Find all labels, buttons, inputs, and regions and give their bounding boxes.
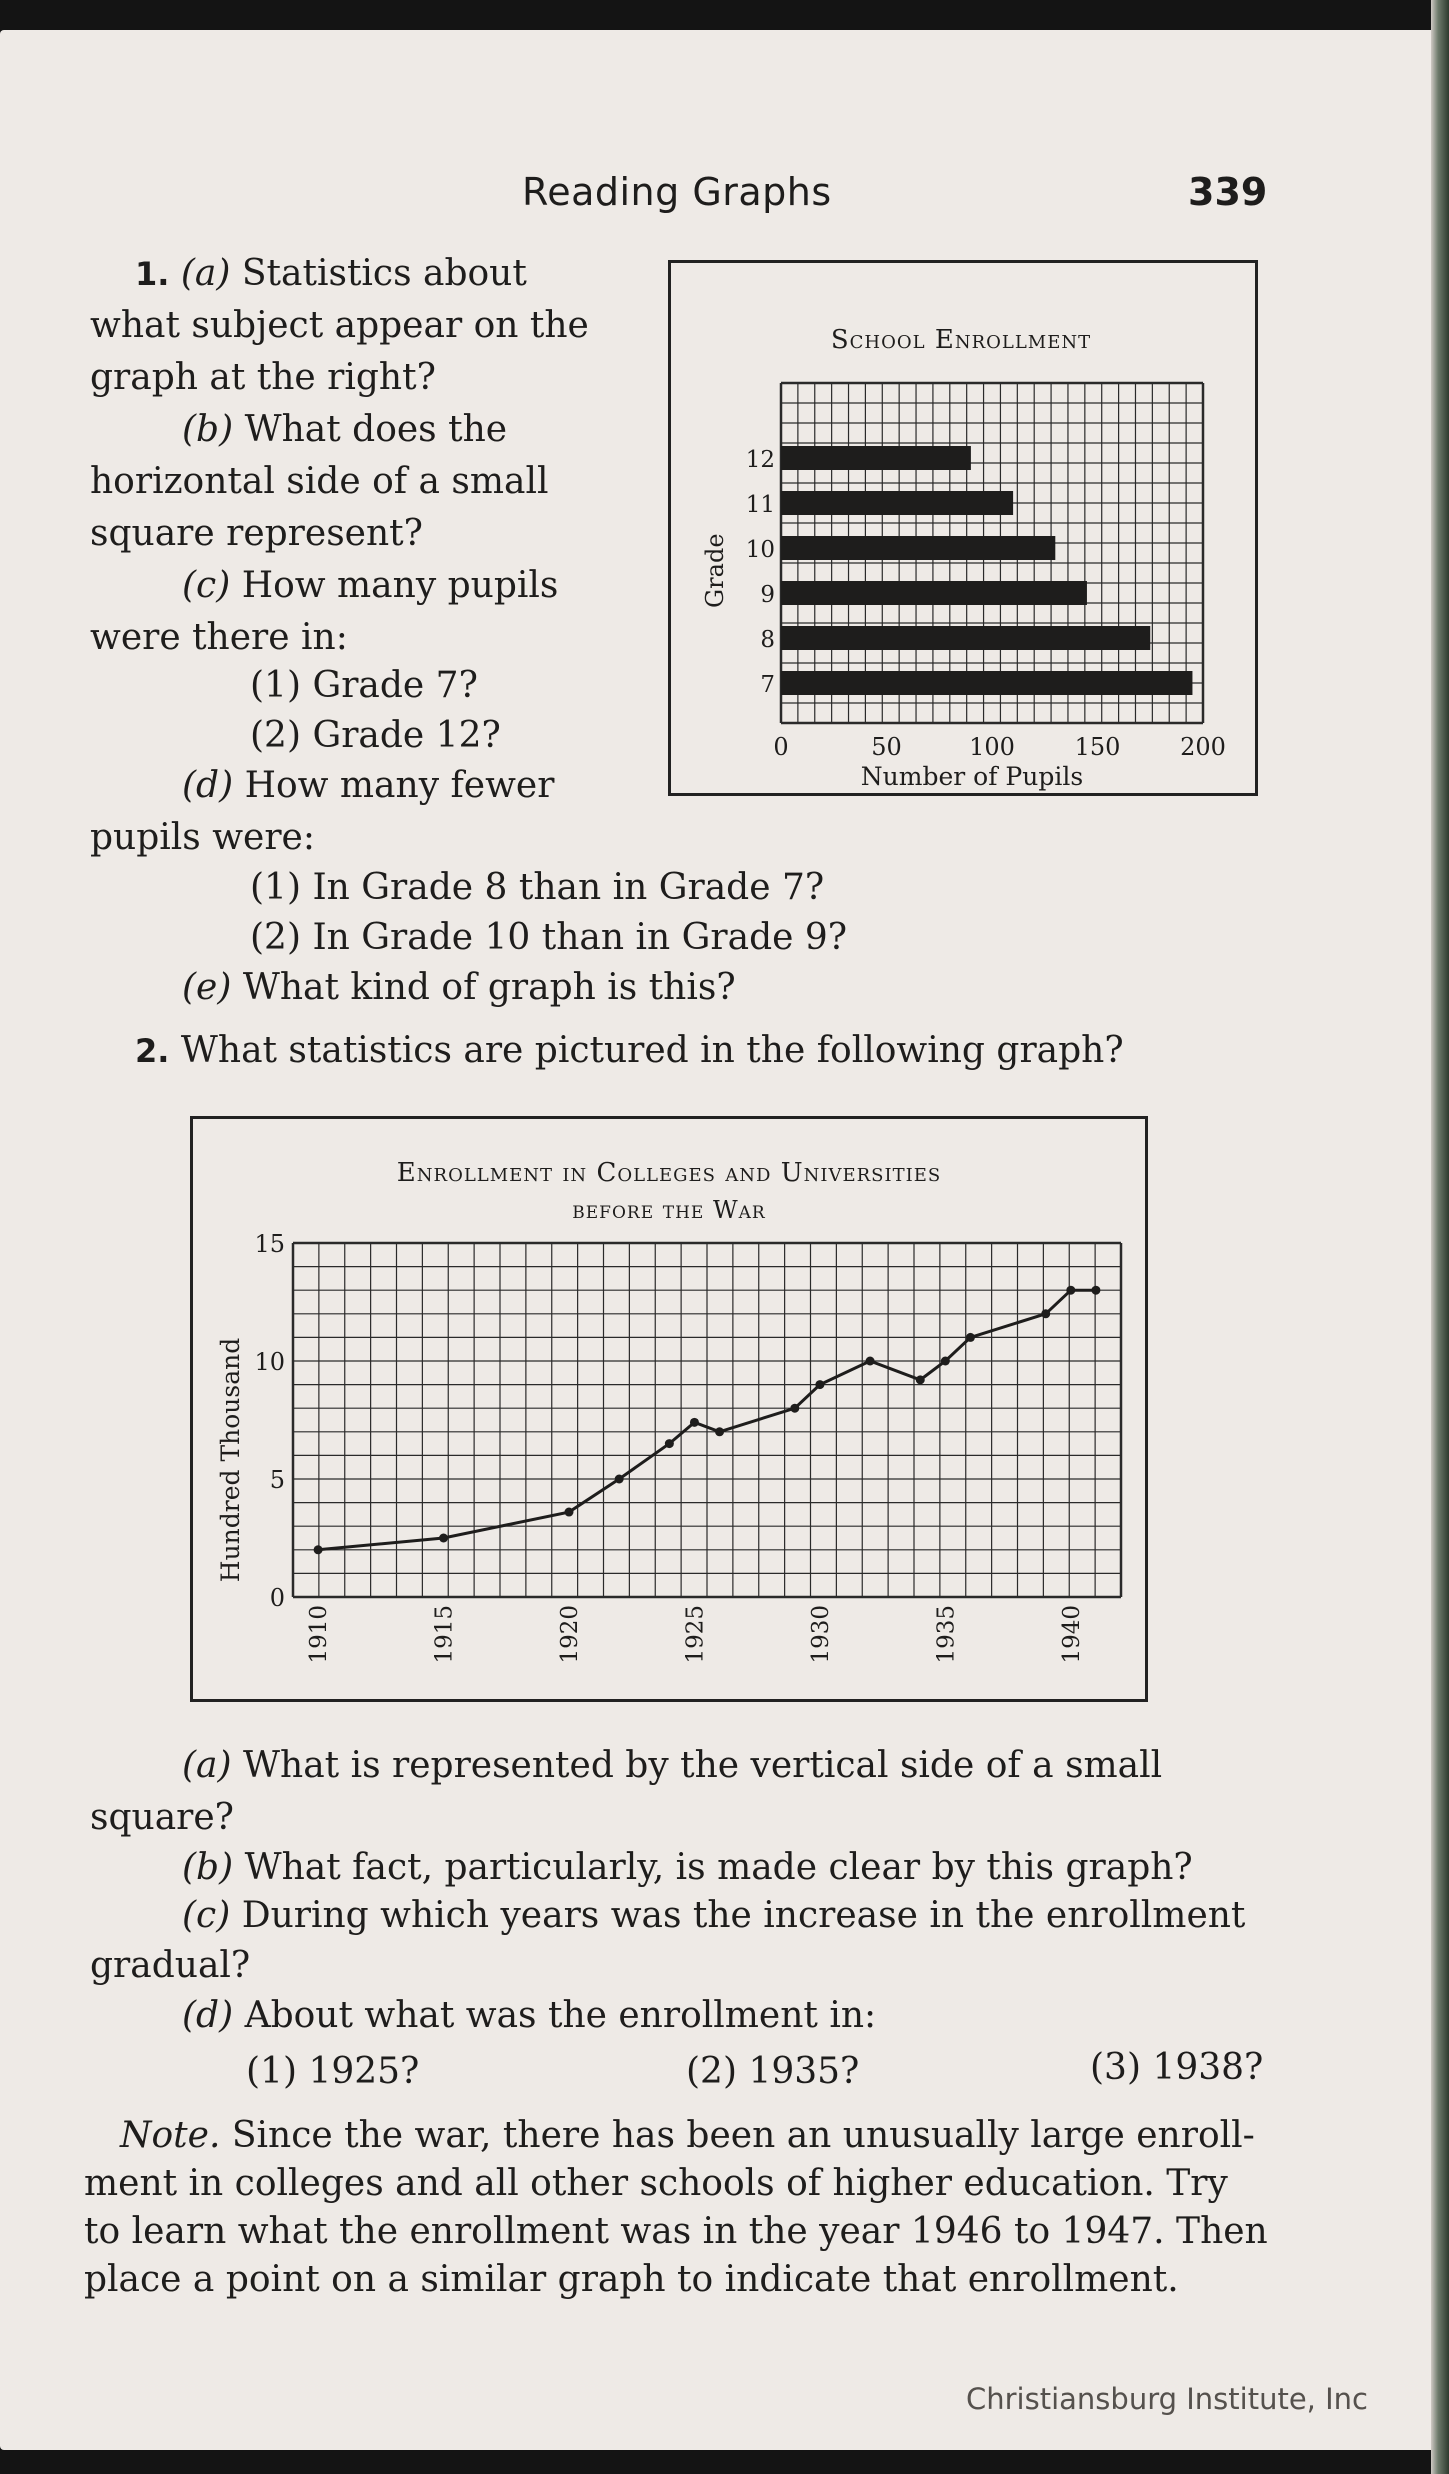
line-x-tick-label: 1930 [807,1605,834,1664]
q1-number: 1. [135,255,170,293]
q1-d-item-2: (2) In Grade 10 than in Grade 9? [250,917,848,958]
bar-grade-10 [781,536,1055,560]
bar-x-tick-label: 200 [1180,733,1226,761]
q2-d-item-3: (3) 1938? [1090,2047,1264,2088]
bar-grade-9 [781,581,1087,605]
enrollment-point-1936 [966,1333,975,1342]
enrollment-point-1940 [1066,1286,1075,1295]
note-label: Note. [120,2115,221,2156]
line-y-tick-label: 5 [269,1466,285,1494]
q1-e-line [182,962,736,1014]
enrollment-point-1920 [565,1508,574,1517]
line-x-tick-label: 1925 [682,1605,709,1664]
college-enrollment-chart [193,1119,1145,1699]
line-y-tick-label: 15 [254,1230,285,1258]
line-y-tick-label: 0 [269,1584,285,1612]
q2-b-label: (b) [182,1847,234,1888]
q2-c-text-1: During which years was the increase in the enrollment [241,1895,1246,1936]
q2-d-item-2: (2) 1935? [686,2051,860,2092]
enrollment-point-1935 [941,1357,950,1366]
school-enrollment-figure [668,260,1258,796]
q2-a-label: (a) [182,1745,232,1786]
book-binding-edge [1431,0,1449,2474]
bar-chart-y-axis-label: Grade [701,533,729,608]
watermark: Christiansburg Institute, Inc [966,2382,1368,2416]
line-x-tick-label: 1910 [306,1605,333,1664]
q1-e-label: (e) [182,967,232,1008]
line-chart-x-tick-labels [306,1605,1085,1664]
bar-y-tick-label: 11 [745,492,775,518]
enrollment-point-1932 [866,1357,875,1366]
college-enrollment-figure [190,1116,1148,1702]
book-page [0,30,1440,2450]
q1-c-item-2: (2) Grade 12? [250,715,501,756]
q1-b-text-1: What does the [244,409,508,450]
bar-grade-7 [781,671,1192,695]
q2-c-line-1 [182,1890,1245,1942]
q2-text: What statistics are pictured in the following graph? [180,1030,1124,1071]
school-enrollment-chart [671,263,1255,793]
q1-c-item-1: (1) Grade 7? [250,665,478,706]
line-x-tick-label: 1915 [431,1605,458,1664]
enrollment-point-1910 [314,1545,323,1554]
line-x-tick-label: 1935 [933,1605,960,1664]
q2-a-line-1 [182,1740,1162,1792]
enrollment-point-1922 [615,1475,624,1484]
note-line-4: place a point on a similar graph to indicate that enrollment. [84,2259,1179,2300]
q2-b-text: What fact, particularly, is made clear by this graph? [244,1847,1193,1888]
q1-b-line-1 [182,404,507,456]
bar-chart-x-axis-label: Number of Pupils [860,762,1084,791]
bar-y-tick-label: 9 [760,582,775,608]
q1-d-label: (d) [182,765,234,806]
q1-c-label: (c) [182,565,231,606]
enrollment-point-1930 [815,1380,824,1389]
page-number: 339 [1188,170,1268,214]
line-chart-y-tick-labels [254,1230,285,1612]
bar-chart-x-tick-labels [773,733,1226,761]
line-chart-y-axis-label: Hundred Thousand [216,1337,245,1583]
line-chart-grid [293,1243,1121,1597]
enrollment-point-1926 [715,1427,724,1436]
q2-a-text-1: What is represented by the vertical side of a small [243,1745,1163,1786]
q1-a-text-1: Statistics about [241,253,527,294]
q2-number: 2. [135,1032,170,1070]
line-y-tick-label: 10 [254,1348,285,1376]
note-line-3: to learn what the enrollment was in the year 1946 to 1947. Then [84,2211,1268,2252]
q1-c-line-2: were there in: [90,617,348,658]
line-chart-title-line-2: before the War [572,1196,766,1224]
line-x-tick-label: 1920 [557,1605,583,1664]
q2-d-label: (d) [182,1995,234,2036]
q2-d-item-1: (1) 1925? [246,2051,420,2092]
q1-c-text-1: How many pupils [241,565,559,606]
bar-grade-8 [781,626,1150,650]
enrollment-point-1924 [665,1439,674,1448]
bar-y-tick-label: 8 [760,627,775,653]
q1-b-label: (b) [182,409,234,450]
bar-grade-11 [781,491,1013,515]
q1-d-line-2: pupils were: [90,817,315,858]
bar-x-tick-label: 100 [969,733,1015,761]
bar-y-tick-label: 12 [745,447,775,473]
q2-d-text: About what was the enrollment in: [244,1995,877,2036]
bar-y-tick-label: 10 [745,537,775,563]
q1-a-label: (a) [180,253,231,294]
q1-e-text: What kind of graph is this? [242,967,736,1008]
bar-chart-title: School Enrollment [830,325,1092,355]
line-chart-title-line-1: Enrollment in Colleges and Universities [396,1158,942,1188]
enrollment-point-1925 [690,1418,699,1427]
q2-d-line [182,1990,876,2042]
q1-d-text-1: How many fewer [244,765,555,806]
q1-a-line-3: graph at the right? [90,357,436,398]
bar-x-tick-label: 150 [1074,733,1121,761]
q2-b-line [182,1842,1193,1894]
q1-c-line-1 [182,560,558,612]
enrollment-point-1915 [439,1534,448,1543]
bar-x-tick-label: 0 [773,733,789,761]
note-text-1: Since the war, there has been an unusually large enroll- [231,2115,1255,2156]
enrollment-point-1934 [916,1375,925,1384]
bar-grade-12 [781,446,971,470]
q2-c-line-2: gradual? [90,1945,251,1986]
line-x-tick-label: 1940 [1058,1605,1085,1664]
enrollment-point-1929 [790,1404,799,1413]
bar-x-tick-label: 50 [871,733,902,761]
note-line-1 [120,2110,1255,2162]
q1-a-line-2: what subject appear on the [90,305,589,346]
q2-a-line-2: square? [90,1797,234,1838]
bar-chart-y-tick-labels [746,447,775,698]
q1-b-line-2: horizontal side of a small [90,461,549,502]
q2-line [135,1025,1124,1077]
q1-d-item-1: (1) In Grade 8 than in Grade 7? [250,867,825,908]
enrollment-point-1941 [1091,1286,1100,1295]
page-header-title: Reading Graphs [522,170,832,214]
q1-d-line-1 [182,760,554,812]
enrollment-point-1939 [1041,1309,1050,1318]
q2-c-label: (c) [182,1895,231,1936]
bar-y-tick-label: 7 [760,672,775,698]
note-line-2: ment in colleges and all other schools of higher education. Try [84,2163,1228,2204]
q1-b-line-3: square represent? [90,513,423,554]
q1-a-line-1 [135,248,527,300]
